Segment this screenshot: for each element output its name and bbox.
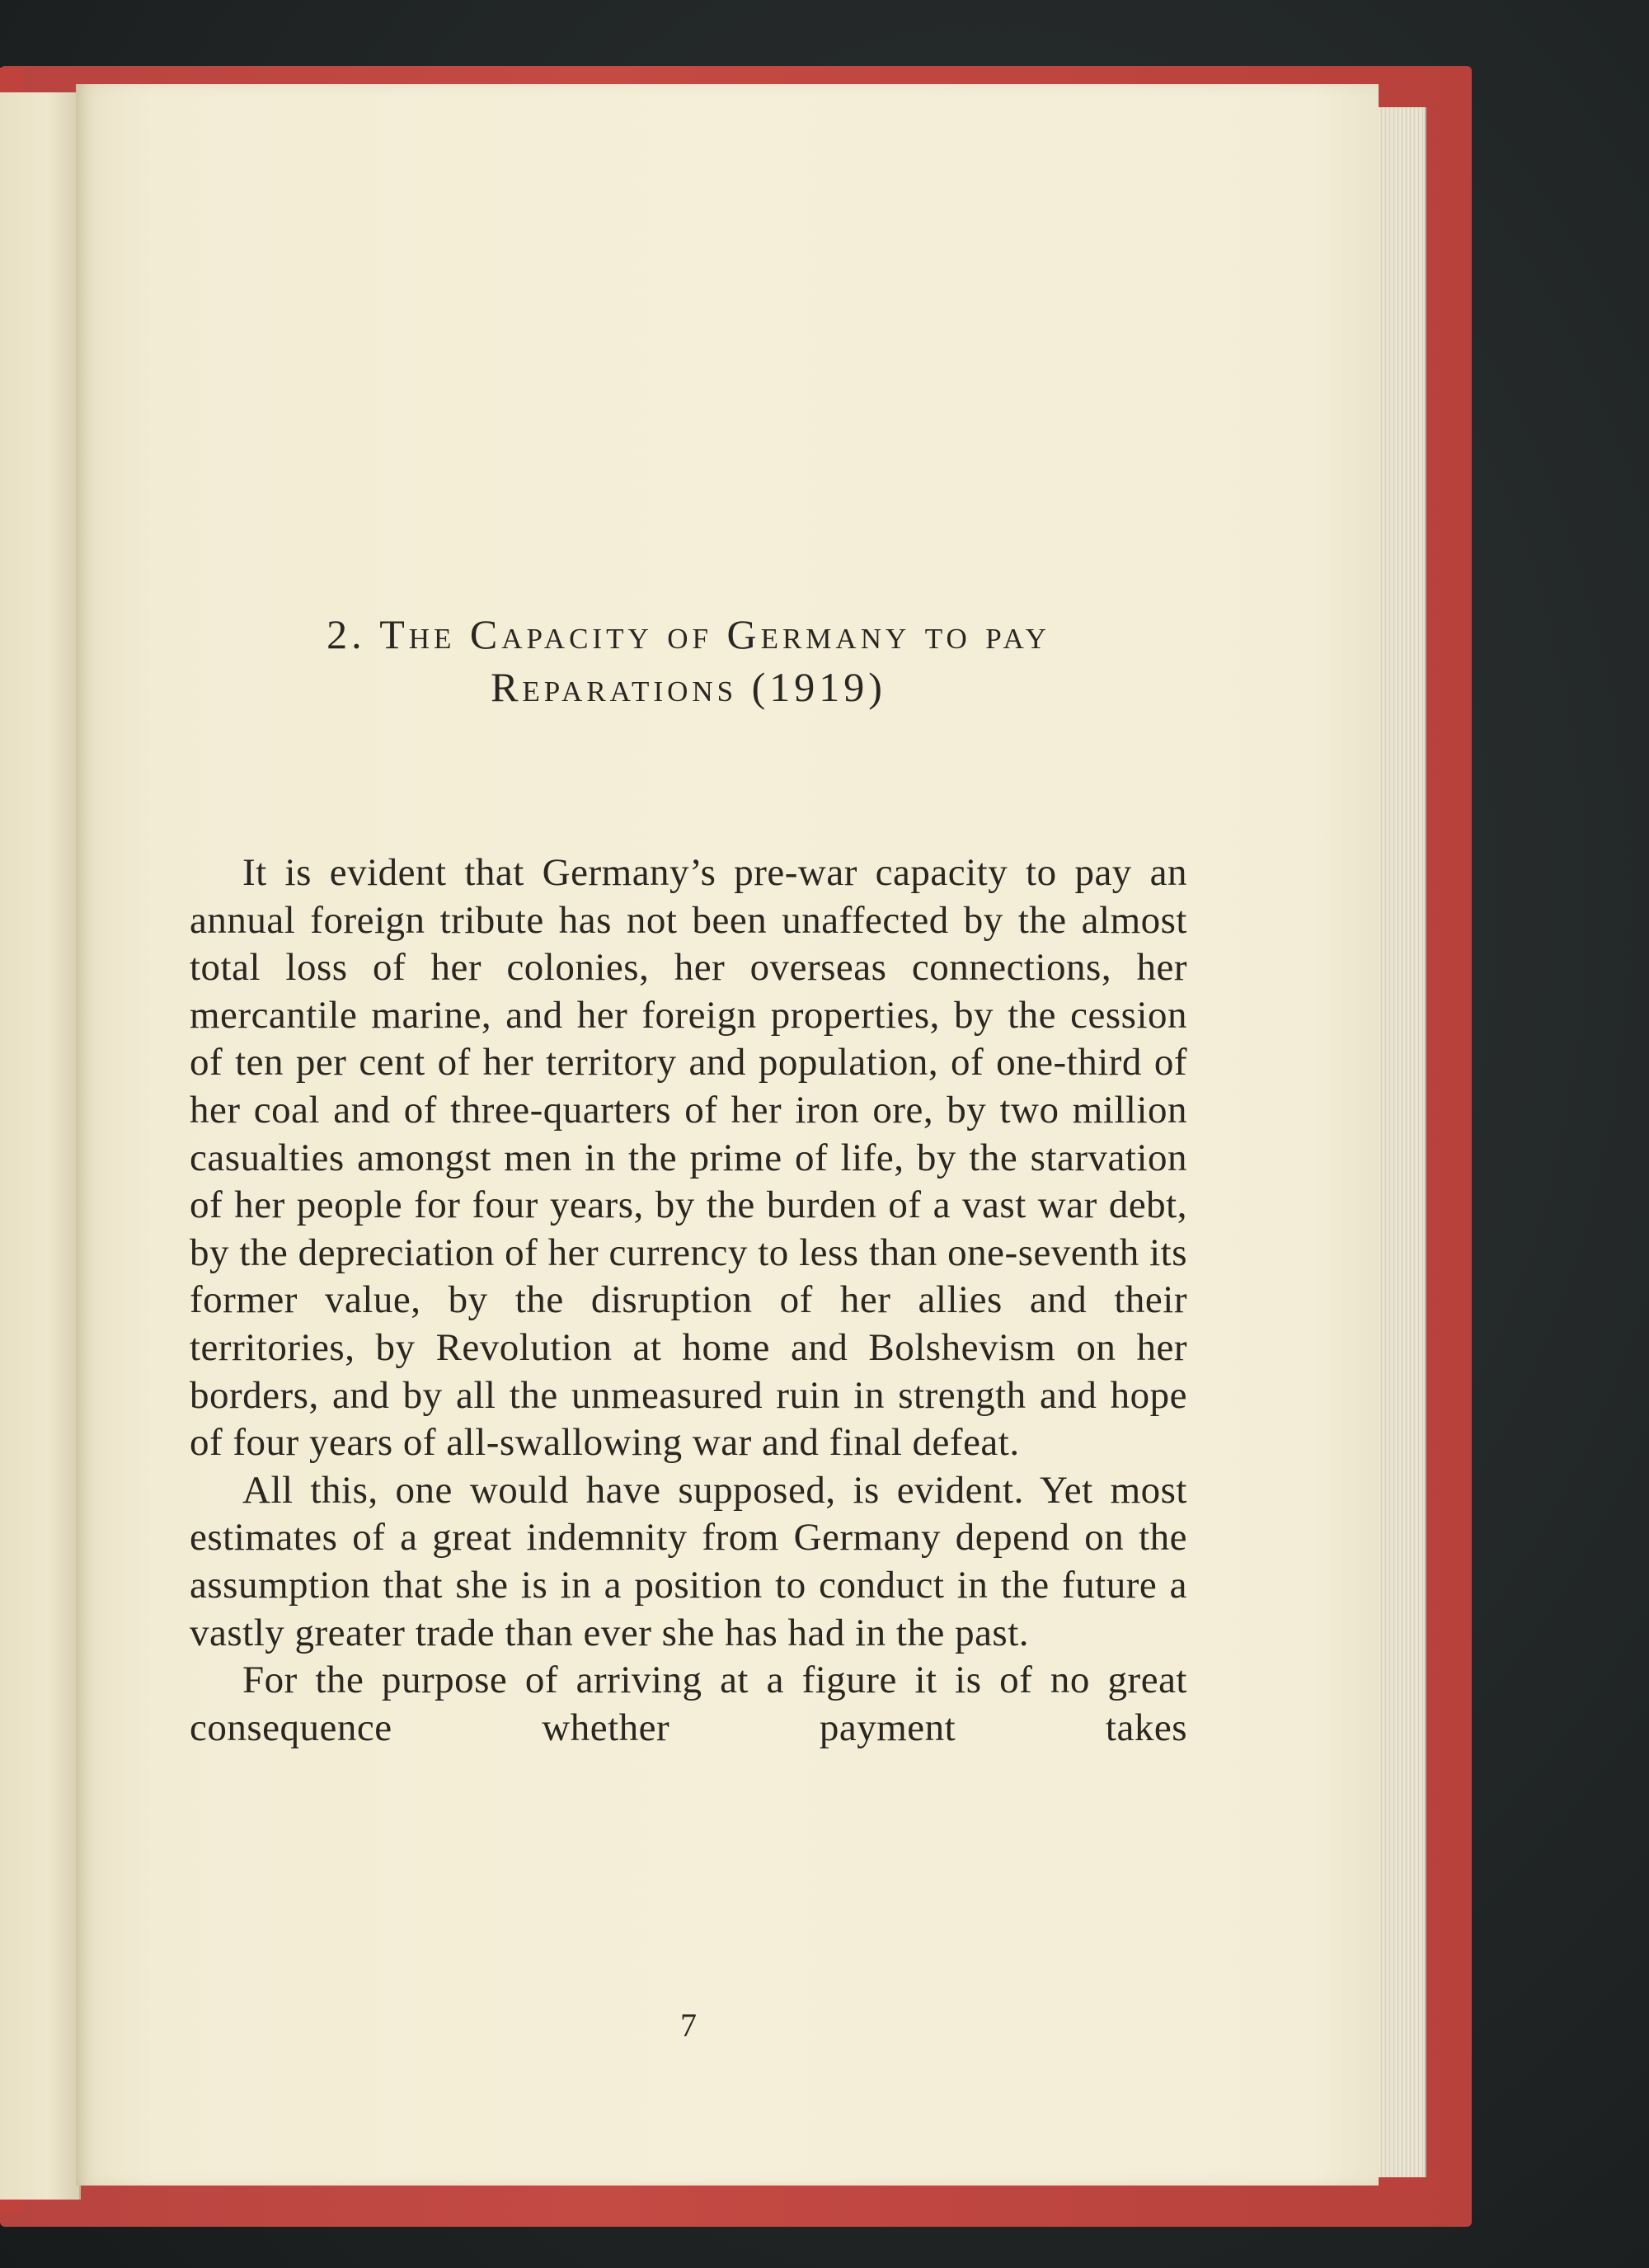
chapter-heading-line-2: Reparations (1919) [491, 664, 886, 710]
body-text [190, 849, 1187, 1752]
page-number: 7 [680, 2007, 697, 2044]
paragraph-2: All this, one would have supposed, is evident. Yet most estimates of a great indemnity from Germany depend on the assumption that she is in a position to conduct in the future a vastly greater trade than ever she has had in the past. [190, 1468, 1187, 1654]
previous-page-edge [0, 92, 81, 2200]
page-block-edges [1379, 107, 1426, 2177]
chapter-heading-line-1: 2. The Capacity of Germany to pay [327, 611, 1050, 657]
chapter-heading [190, 608, 1187, 713]
paragraph-3: For the purpose of arriving at a figure it is of no great consequence whether payment takes [190, 1659, 1187, 1749]
paragraph-1: It is evident that Germany’s pre-war capacity to pay an annual foreign tribute has not been unaffected by the almost total loss of her colonies, her overseas connections, her mercantile marine, and her foreign properties, by the cession of ten per cent of her territory and population, of one-third of her coal and of three-quarters of her iron ore, by two million casualties amongst men in the prime of life, by the starvation of her people for four years, by the burden of a vast war debt, by the depreciation of her currency to less than one-seventh its former value, by the disruption of her allies and their territories, by Revolution at home and Bolshevism on her borders, and by all the unmeasured ruin in strength and hope of four years of all-swallowing war and final defeat. [190, 851, 1187, 1465]
book-page [76, 84, 1379, 2186]
